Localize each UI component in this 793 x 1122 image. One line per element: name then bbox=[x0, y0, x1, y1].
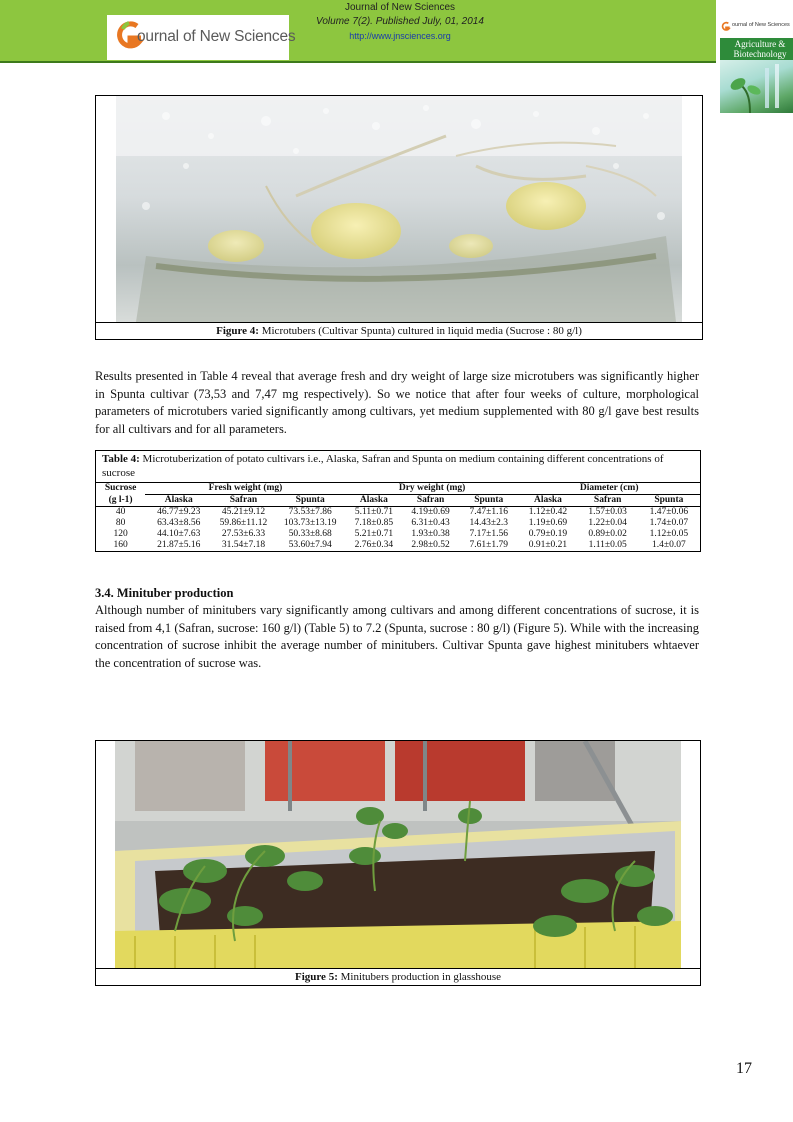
table-cell: 59.86±11.12 bbox=[219, 518, 268, 528]
table-header-row-1 bbox=[96, 483, 700, 495]
journal-logo[interactable] bbox=[107, 15, 296, 60]
col-fresh-safran: Safran bbox=[212, 495, 274, 507]
table-cell: 2.76±0.34 bbox=[354, 540, 394, 550]
results-paragraph: Results presented in Table 4 reveal that average fresh and dry weight of large size microtubers was significantly higher in Spunta cultivar (73,53 and 7,47 mg respectively). So we notice that after four weeks of culture, morphological parameters of microtubers varied significantly among cultivars, yet medium supplemented with 80 g/l gave best results for all cultivars and for all parameters. bbox=[95, 369, 699, 436]
table-cell: 5.11±0.71 bbox=[354, 507, 393, 517]
glasshouse-photo bbox=[115, 741, 681, 968]
journal-masthead bbox=[290, 1, 510, 43]
badge-plant-icon bbox=[720, 60, 793, 113]
col-fresh-alaska: Alaska bbox=[145, 495, 212, 507]
table-cell: 14.43±2.3 bbox=[469, 518, 508, 528]
table-cell: 5.21±0.71 bbox=[354, 529, 394, 539]
table-cell: 7.17±1.56 bbox=[469, 529, 508, 539]
table-cell: 53.60±7.94 bbox=[288, 540, 332, 550]
table-cell: 1.19±0.69 bbox=[528, 518, 568, 528]
figure-4-caption bbox=[96, 322, 702, 339]
journal-name: Journal of New Sciences bbox=[344, 2, 456, 13]
table-cell: 1.4±0.07 bbox=[652, 540, 686, 550]
minituber-paragraph: Although number of minitubers vary significantly among cultivars and among different concentrations of sucrose, it is raised from 4,1 (Safran, sucrose: 160 g/l) (Table 5) to 7.2 (Spunta, sucrose : 80 g/l) (Figure 5). While with the increasing concentration of sucrose inhibit the average number of minitubers. Cultivar Spunta gave highest minitubers whtaever the concentration of sucrose was. bbox=[95, 603, 699, 670]
table-cell: 160 bbox=[113, 540, 128, 550]
col-dry-safran: Safran bbox=[402, 495, 459, 507]
table-cell: 6.31±0.43 bbox=[411, 518, 450, 528]
table-cell: 0.79±0.19 bbox=[528, 529, 568, 539]
table-cell: 1.47±0.06 bbox=[649, 507, 689, 517]
figure-5 bbox=[95, 740, 701, 986]
badge-top bbox=[720, 18, 793, 38]
badge-title: ournal of New Sciences bbox=[732, 22, 790, 28]
table-cell: 46.77±9.23 bbox=[157, 507, 201, 517]
journal-header-banner bbox=[0, 0, 716, 61]
col-sucrose: Sucrose bbox=[104, 483, 137, 494]
table-cell: 80 bbox=[115, 518, 126, 528]
badge-label: Agriculture & Biotechnology bbox=[733, 39, 787, 59]
journal-volume: Volume 7(2). Published July, 01, 2014 bbox=[316, 16, 484, 27]
table-4-grid bbox=[96, 483, 700, 551]
group-dry-weight: Dry weight (mg) bbox=[346, 483, 519, 495]
table-4 bbox=[95, 450, 701, 552]
journal-url-link[interactable]: http://www.jnsciences.org bbox=[349, 31, 451, 41]
col-unit: (g l-1) bbox=[96, 495, 145, 507]
table-cell: 7.47±1.16 bbox=[469, 507, 508, 517]
figure-4-caption-text: Microtubers (Cultivar Spunta) cultured in liquid media (Sucrose : 80 g/l) bbox=[258, 325, 582, 337]
table-cell: 50.33±8.68 bbox=[288, 529, 332, 539]
col-diam-safran: Safran bbox=[578, 495, 638, 507]
table-cell: 44.10±7.63 bbox=[157, 529, 201, 539]
figure-4 bbox=[95, 95, 703, 340]
table-row bbox=[96, 540, 700, 551]
figure-4-label: Figure 4: bbox=[216, 325, 259, 337]
section-badge bbox=[720, 18, 793, 113]
table-4-caption bbox=[96, 451, 700, 483]
col-dry-spunta: Spunta bbox=[459, 495, 518, 507]
table-cell: 45.21±9.12 bbox=[221, 507, 266, 517]
table-header-row-2 bbox=[96, 495, 700, 507]
table-cell: 1.57±0.03 bbox=[588, 507, 627, 517]
table-cell: 1.22±0.04 bbox=[588, 518, 627, 528]
logo-wordmark: ournal of New Sciences bbox=[137, 28, 296, 45]
group-diameter: Diameter (cm) bbox=[518, 483, 700, 495]
table-cell: 1.93±0.38 bbox=[411, 529, 450, 539]
table-cell: 7.61±1.79 bbox=[469, 540, 508, 550]
figure-5-caption-text: Minitubers production in glasshouse bbox=[337, 971, 502, 983]
table-cell: 73.53±7.86 bbox=[288, 507, 332, 517]
col-fresh-spunta: Spunta bbox=[275, 495, 346, 507]
figure-5-caption bbox=[96, 968, 700, 985]
badge-plant-image bbox=[720, 60, 793, 113]
table-cell: 0.91±0.21 bbox=[528, 540, 568, 550]
table-cell: 7.18±0.85 bbox=[354, 518, 394, 528]
microtubers-jar-image bbox=[116, 96, 682, 322]
table-4-caption-text: Microtuberization of potato cultivars i.e., Alaska, Safran and Spunta on medium containing different concentrations of sucrose bbox=[102, 453, 664, 479]
table-row bbox=[96, 507, 700, 519]
header-divider bbox=[0, 61, 716, 63]
table-cell: 21.87±5.16 bbox=[157, 540, 201, 550]
table-cell: 31.54±7.18 bbox=[221, 540, 266, 550]
figure-5-label: Figure 5: bbox=[294, 971, 338, 983]
badge-g-logo-icon bbox=[721, 20, 731, 34]
table-cell: 0.89±0.02 bbox=[588, 529, 627, 539]
table-cell: 4.19±0.69 bbox=[411, 507, 450, 517]
table-cell: 2.98±0.52 bbox=[411, 540, 450, 550]
minituber-glasshouse-image bbox=[115, 741, 681, 968]
table-cell: 27.53±6.33 bbox=[221, 529, 266, 539]
col-dry-alaska: Alaska bbox=[346, 495, 402, 507]
table-row bbox=[96, 518, 700, 529]
table-cell: 63.43±8.56 bbox=[157, 518, 201, 528]
table-4-label: Table 4: bbox=[102, 453, 140, 465]
section-heading: 3.4. Minituber production bbox=[95, 586, 234, 600]
table-cell: 1.12±0.42 bbox=[528, 507, 568, 517]
col-diam-alaska: Alaska bbox=[518, 495, 577, 507]
col-diam-spunta: Spunta bbox=[638, 495, 700, 507]
group-fresh-weight: Fresh weight (mg) bbox=[145, 483, 346, 495]
table-cell: 1.74±0.07 bbox=[649, 518, 689, 528]
table-cell: 103.73±13.19 bbox=[283, 518, 337, 528]
table-cell: 40 bbox=[115, 507, 126, 517]
table-cell: 1.11±0.05 bbox=[588, 540, 627, 550]
microtubers-photo bbox=[116, 96, 682, 322]
table-cell: 1.12±0.05 bbox=[649, 529, 689, 539]
table-cell: 120 bbox=[113, 529, 128, 539]
page-number: 17 bbox=[736, 1060, 752, 1077]
table-row bbox=[96, 529, 700, 540]
